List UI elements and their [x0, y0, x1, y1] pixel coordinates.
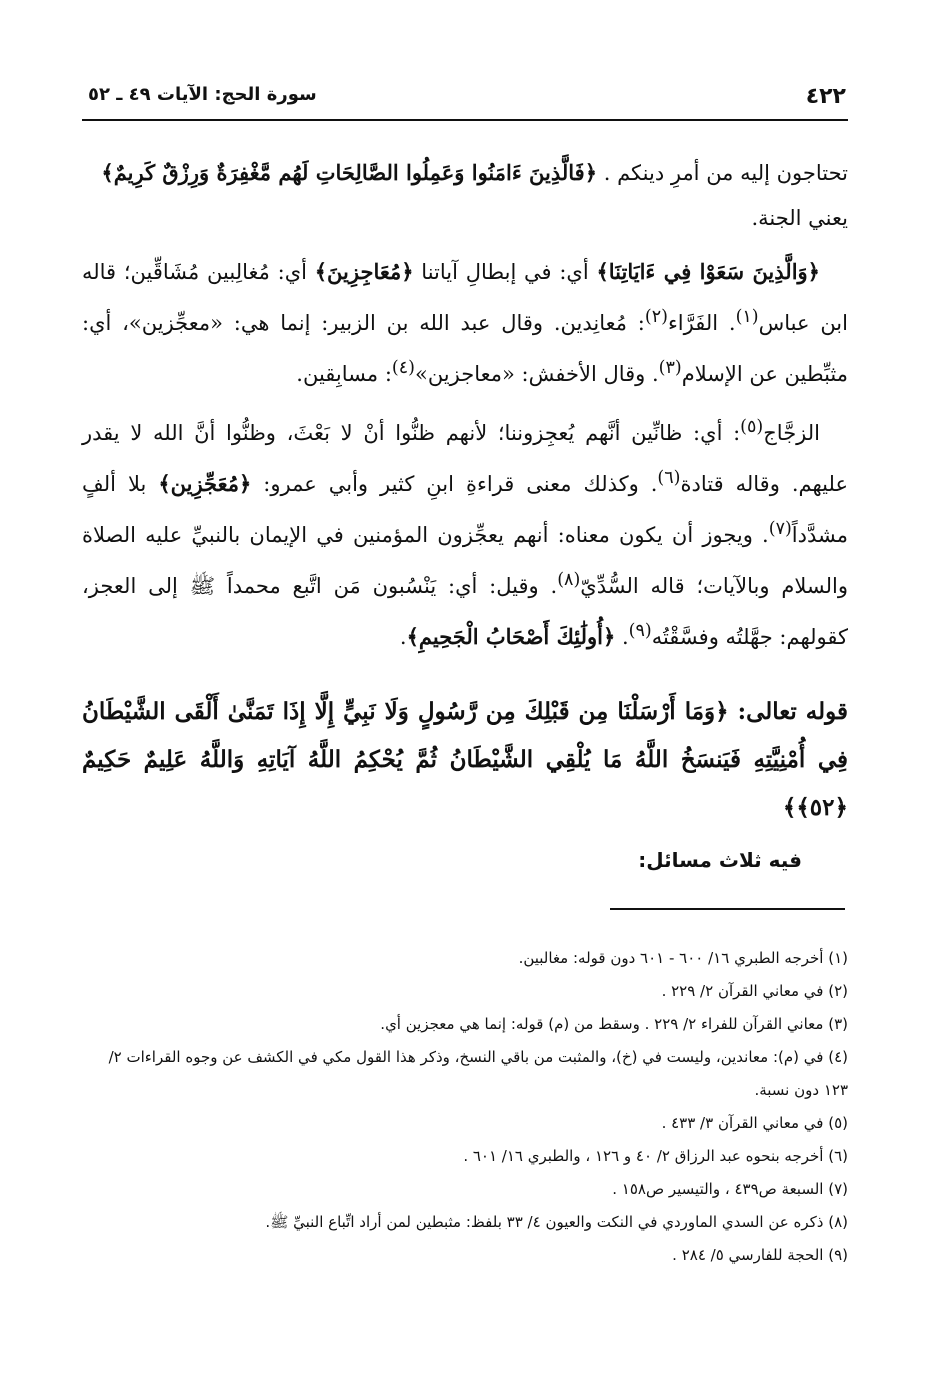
page-header	[82, 82, 848, 118]
quran-quote: ﴿مُعَاجِزِينَ﴾	[314, 259, 414, 284]
header-rule	[82, 119, 848, 121]
footnote-ref: (١)	[735, 307, 759, 327]
footnote: (١) أخرجه الطبري ١٦/ ٦٠٠ - ٦٠١ دون قوله: مغالبين.	[518, 949, 848, 967]
paragraph-3	[82, 405, 848, 660]
quran-verse: ﴿وَمَا أَرْسَلْنَا مِن قَبْلِكَ مِن رَّسُولٍ وَلَا نَبِيٍّ إِلَّا إِذَا تَمَنَّىٰ أَلْقَى الشَّيْطَانُ فِي أُمْنِيَّتِهِ فَيَنسَخُ اللَّهُ مَا يُلْقِي الشَّيْطَانُ ثُمَّ يُحْكِمُ اللَّهُ آيَاتِهِ وَاللَّهُ عَلِيمٌ حَكِيمٌ ﴿٥٢﴾﴾	[82, 698, 848, 821]
running-title: سورة الحج: الآيات ٤٩ ـ ٥٢	[88, 84, 317, 105]
footnote-ref: (٢)	[644, 307, 668, 327]
text-run: : مُعانِدين. وقال عبد الله بن الزبير: إنما هي: «معجِّزين»، أي: مثبِّطين عن الإسلام	[82, 311, 848, 386]
footnote: (٥) في معاني القرآن ٣/ ٤٣٣ .	[661, 1114, 848, 1132]
footnote-ref: (٥)	[740, 417, 764, 437]
text-run: تحتاجون إليه من أمرِ دينكم .	[603, 161, 848, 185]
footnote-ref: (٦)	[657, 468, 681, 488]
text-run: بلا ألفٍ مشدَّداً	[82, 472, 848, 547]
footnote: (٩) الحجة للفارسي ٥/ ٢٨٤ .	[672, 1246, 848, 1264]
text-run: أي: مُغالِبين مُشَاقِّين؛ قاله ابن عباس	[82, 260, 848, 335]
footnote-ref: (٤)	[391, 358, 415, 378]
quran-quote: ﴿مُعَجِّزِين﴾	[158, 471, 252, 496]
text-run: : أي: ظانِّين أنَّهم يُعجِزوننا؛ لأنهم ظنُّوا أنْ لا بَعْثَ، وظنُّوا أنَّ الله لا يقدر عليهم. وقاله قتادة	[82, 421, 848, 496]
footnote-ref: (٧)	[768, 519, 792, 539]
quran-quote: ﴿وَالَّذِينَ سَعَوْا فِي ءَايَاتِنَا﴾	[596, 259, 820, 284]
text-run: الزجَّاج	[763, 421, 820, 445]
verse-block	[82, 688, 848, 832]
footnote-ref: (٩)	[628, 621, 652, 641]
footnote: (٦) أخرجه بنحوه عبد الرزاق ٢/ ٤٠ و ١٢٦ ، والطبري ١٦/ ٦٠١ .	[463, 1147, 848, 1165]
footnote-ref: (٨)	[557, 570, 581, 590]
footnote: (٢) في معاني القرآن ٢/ ٢٢٩ .	[661, 982, 848, 1000]
text-run: . وكذلك معنى قراءةِ ابنِ كثير وأبي عمرو:	[251, 472, 658, 496]
quran-quote: ﴿فَالَّذِينَ ءَامَنُوا وَعَمِلُوا الصَّالِحَاتِ لَهُم مَّغْفِرَةٌ وَرِزْقٌ كَرِيمٌ﴾	[101, 160, 598, 185]
footnote-ref: (٣)	[658, 358, 682, 378]
text-run: أي: في إبطالِ آياتنا	[413, 260, 597, 284]
text-run: . وقال الأخفش: «معاجزين»	[414, 362, 659, 386]
paragraph-2	[82, 249, 848, 397]
text-run: يعني الجنة.	[751, 206, 848, 230]
paragraph-1	[82, 150, 848, 241]
footnote: (٣) معاني القرآن للفراء ٢/ ٢٢٩ . وسقط من (م) قوله: إنما هي معجزين أي.	[380, 1015, 848, 1033]
text-run: . ويجوز أن يكون معناه: أنهم يعجِّزون المؤمنين في الإيمان بالنبيِّ عليه الصلاة والسلام وبالآيات؛ قاله السُّدِّيّ	[82, 523, 848, 598]
commentary-body	[82, 150, 848, 668]
footnotes	[82, 942, 848, 1272]
footnote-rule	[610, 908, 845, 910]
verse-lead: قوله تعالى:	[737, 698, 848, 725]
text-run: . وقيل: أي: يَنْسُبون مَن اتَّبع محمداً ﷺ إلى العجز، كقولهم: جهَّلتُه وفسَّقْتُه	[82, 574, 848, 649]
text-run: . الفَرَّاء	[667, 311, 736, 335]
page-number: ٤٢٢	[805, 84, 846, 109]
footnote: (٧) السبعة ص٤٣٩ ، والتيسير ص١٥٨ .	[612, 1180, 848, 1198]
text-run: .	[399, 625, 407, 649]
text-run: .	[615, 625, 629, 649]
footnote: (٤) في (م): معاندين، وليست في (خ)، والمثبت من باقي النسخ، وذكر هذا القول مكي في الكشف عن وجوه القراءات ٢/ ١٢٣ دون نسبة.	[108, 1048, 848, 1099]
issues-heading: فيه ثلاث مسائل:	[638, 848, 802, 872]
footnote: (٨) ذكره عن السدي الماوردي في النكت والعيون ٤/ ٣٣ بلفظ: مثبطين لمن أراد اتِّباع النبيِّ ﷺ.	[265, 1213, 848, 1231]
text-run: : مسابِقين.	[296, 362, 392, 386]
quran-quote: ﴿أُولَٰئِكَ أَصْحَابُ الْجَحِيمِ﴾	[406, 624, 616, 649]
